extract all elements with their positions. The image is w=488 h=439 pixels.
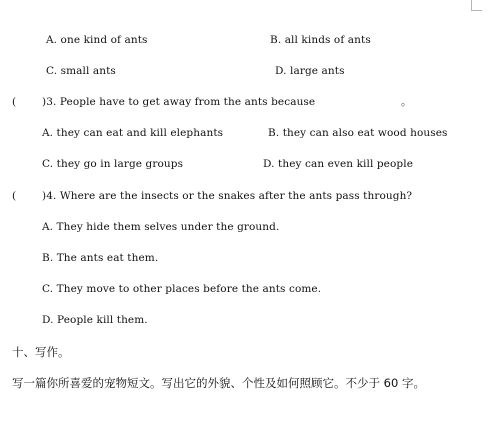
q2-option-c: C. small ants — [46, 65, 116, 77]
q3-stem: )3. People have to get away from the ants because — [42, 96, 316, 108]
q3-end-mark: 。 — [401, 96, 412, 108]
q4-stem: )4. Where are the insects or the snakes after the ants pass through? — [42, 190, 413, 202]
q3-option-c: C. they go in large groups — [42, 158, 184, 170]
q4-option-c: C. They move to other places before the ants come. — [42, 283, 322, 295]
q4-open-paren: ( — [12, 190, 17, 202]
q4-option-d: D. People kill them. — [42, 314, 148, 326]
q2-option-d: D. large ants — [275, 65, 345, 77]
page-corner-mark — [471, 0, 482, 11]
q3-open-paren: ( — [12, 96, 17, 108]
q4-option-b: B. The ants eat them. — [42, 252, 159, 264]
q3-option-b: B. they can also eat wood houses — [268, 127, 448, 139]
q3-option-d: D. they can even kill people — [263, 158, 414, 170]
q2-option-a: A. one kind of ants — [46, 34, 148, 46]
q2-option-b: B. all kinds of ants — [270, 34, 371, 46]
q4-option-a: A. They hide them selves under the ground. — [42, 221, 280, 233]
section-ten-heading: 十、写作。 — [12, 345, 70, 359]
writing-instruction: 写一篇你所喜爱的宠物短文。写出它的外貌、个性及如何照顾它。不少于 60 字。 — [12, 376, 425, 390]
q3-option-a: A. they can eat and kill elephants — [42, 127, 224, 139]
